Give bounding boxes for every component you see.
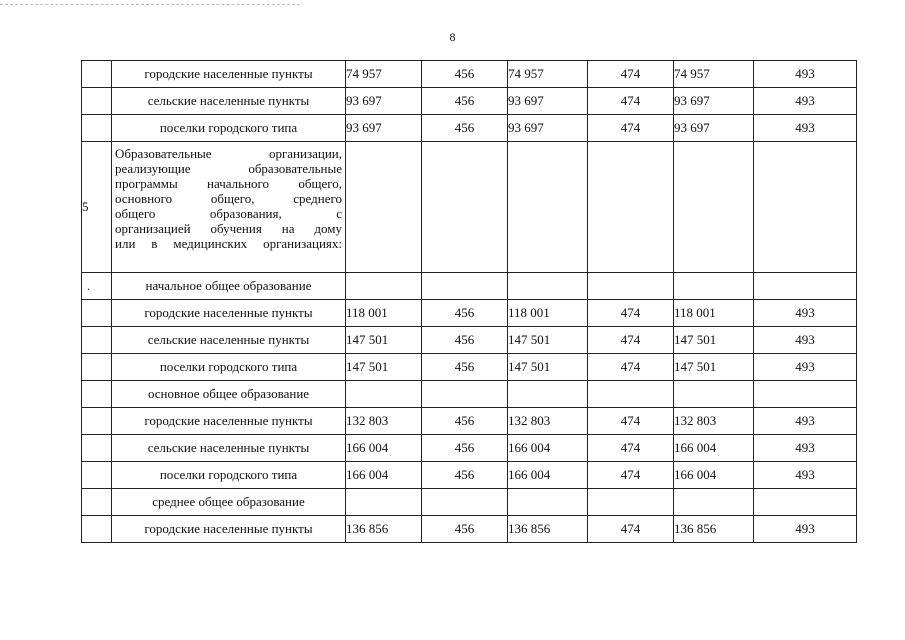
value-cell: 456 [422, 354, 508, 381]
row-name-cell: основное общее образование [112, 381, 346, 408]
row-name-cell: городские населенные пункты [112, 300, 346, 327]
row-number-cell [82, 435, 112, 462]
value-cell [422, 381, 508, 408]
value-cell: 147 501 [508, 354, 588, 381]
value-cell [508, 489, 588, 516]
value-cell [346, 273, 422, 300]
row-name-cell: сельские населенные пункты [112, 435, 346, 462]
value-cell: 118 001 [346, 300, 422, 327]
row-name-line: Образовательные организации, [115, 146, 342, 161]
value-cell: 93 697 [346, 88, 422, 115]
value-cell [508, 273, 588, 300]
value-cell: 493 [754, 354, 857, 381]
table-row [82, 61, 857, 88]
row-name-cell: сельские населенные пункты [112, 88, 346, 115]
row-number-cell [82, 142, 112, 273]
value-cell [674, 273, 754, 300]
value-cell: 474 [588, 354, 674, 381]
row-number-cell [82, 462, 112, 489]
row-name-cell: среднее общее образование [112, 489, 346, 516]
value-cell: 474 [588, 88, 674, 115]
value-cell: 93 697 [674, 115, 754, 142]
value-cell [588, 273, 674, 300]
value-cell [422, 273, 508, 300]
value-cell: 456 [422, 300, 508, 327]
value-cell [588, 381, 674, 408]
row-name-cell: поселки городского типа [112, 462, 346, 489]
value-cell: 456 [422, 88, 508, 115]
value-cell: 493 [754, 435, 857, 462]
value-cell: 93 697 [508, 115, 588, 142]
value-cell: 474 [588, 462, 674, 489]
row-number-cell [82, 516, 112, 543]
value-cell: 474 [588, 115, 674, 142]
value-cell: 456 [422, 516, 508, 543]
value-cell: 493 [754, 462, 857, 489]
value-cell: 147 501 [674, 327, 754, 354]
value-cell: 493 [754, 115, 857, 142]
value-cell [346, 142, 422, 273]
value-cell: 166 004 [674, 462, 754, 489]
value-cell: 493 [754, 88, 857, 115]
value-cell [754, 273, 857, 300]
value-cell: 474 [588, 408, 674, 435]
value-cell: 147 501 [346, 354, 422, 381]
row-number-cell [82, 61, 112, 88]
value-cell [422, 489, 508, 516]
table-row [82, 489, 857, 516]
value-cell [346, 489, 422, 516]
value-cell [588, 489, 674, 516]
value-cell: 456 [422, 115, 508, 142]
value-cell [346, 381, 422, 408]
row-name-cell: городские населенные пункты [112, 516, 346, 543]
row-name-line: или в медицинских организациях: [115, 236, 342, 251]
value-cell: 93 697 [674, 88, 754, 115]
value-cell: 74 957 [508, 61, 588, 88]
row-name-line: основного общего, среднего [115, 191, 342, 206]
value-cell: 456 [422, 408, 508, 435]
value-cell: 93 697 [508, 88, 588, 115]
value-cell [588, 142, 674, 273]
row-number-cell [82, 354, 112, 381]
scan-top-line [0, 4, 300, 5]
value-cell: 474 [588, 300, 674, 327]
page-number: 8 [449, 30, 456, 44]
value-cell [754, 489, 857, 516]
row-name-cell: городские населенные пункты [112, 408, 346, 435]
value-cell: 493 [754, 408, 857, 435]
value-cell: 456 [422, 462, 508, 489]
value-cell: 456 [422, 435, 508, 462]
row-name-line: реализующие образовательные [115, 161, 342, 176]
value-cell: 474 [588, 516, 674, 543]
value-cell [508, 381, 588, 408]
table-row [82, 273, 857, 300]
table-row [82, 516, 857, 543]
table-row [82, 354, 857, 381]
row-name-cell: городские населенные пункты [112, 61, 346, 88]
value-cell: 132 803 [674, 408, 754, 435]
value-cell: 166 004 [674, 435, 754, 462]
table-row [82, 115, 857, 142]
row-name-line: общего образования, с [115, 206, 342, 221]
value-cell: 474 [588, 327, 674, 354]
value-cell: 136 856 [674, 516, 754, 543]
value-cell: 132 803 [508, 408, 588, 435]
value-cell: 166 004 [346, 435, 422, 462]
table-row [82, 327, 857, 354]
value-cell: 147 501 [346, 327, 422, 354]
row-number: . [87, 278, 90, 293]
value-cell: 474 [588, 61, 674, 88]
value-cell: 166 004 [508, 435, 588, 462]
value-cell [674, 381, 754, 408]
row-name-cell [112, 142, 346, 273]
value-cell: 136 856 [508, 516, 588, 543]
value-cell: 456 [422, 61, 508, 88]
value-cell: 118 001 [508, 300, 588, 327]
row-number-cell [82, 381, 112, 408]
value-cell: 166 004 [346, 462, 422, 489]
value-cell: 93 697 [346, 115, 422, 142]
value-cell: 147 501 [674, 354, 754, 381]
value-cell: 132 803 [346, 408, 422, 435]
value-cell: 493 [754, 61, 857, 88]
row-number-cell [82, 300, 112, 327]
value-cell [754, 142, 857, 273]
value-cell [674, 489, 754, 516]
value-cell: 74 957 [674, 61, 754, 88]
table-row [82, 381, 857, 408]
value-cell: 493 [754, 300, 857, 327]
value-cell: 456 [422, 327, 508, 354]
row-number-cell [82, 273, 112, 300]
table-row [82, 462, 857, 489]
tariff-table [81, 60, 857, 543]
row-number-cell [82, 115, 112, 142]
table-row [82, 435, 857, 462]
table-row [82, 408, 857, 435]
row-number-cell [82, 489, 112, 516]
value-cell [508, 142, 588, 273]
value-cell: 493 [754, 516, 857, 543]
value-cell: 74 957 [346, 61, 422, 88]
value-cell [754, 381, 857, 408]
value-cell: 147 501 [508, 327, 588, 354]
row-number: 5 [82, 199, 89, 214]
value-cell [674, 142, 754, 273]
row-number-cell [82, 88, 112, 115]
value-cell: 166 004 [508, 462, 588, 489]
value-cell [422, 142, 508, 273]
value-cell: 136 856 [346, 516, 422, 543]
row-name-cell: сельские населенные пункты [112, 327, 346, 354]
row-name-cell: поселки городского типа [112, 354, 346, 381]
row-name-line: организацией обучения на дому [115, 221, 342, 236]
row-name-cell: начальное общее образование [112, 273, 346, 300]
row-name-line: программы начального общего, [115, 176, 342, 191]
table-row [82, 88, 857, 115]
table-row [82, 300, 857, 327]
row-name-cell: поселки городского типа [112, 115, 346, 142]
value-cell: 493 [754, 327, 857, 354]
value-cell: 118 001 [674, 300, 754, 327]
value-cell: 474 [588, 435, 674, 462]
row-number-cell [82, 327, 112, 354]
row-number-cell [82, 408, 112, 435]
table-row [82, 142, 857, 273]
